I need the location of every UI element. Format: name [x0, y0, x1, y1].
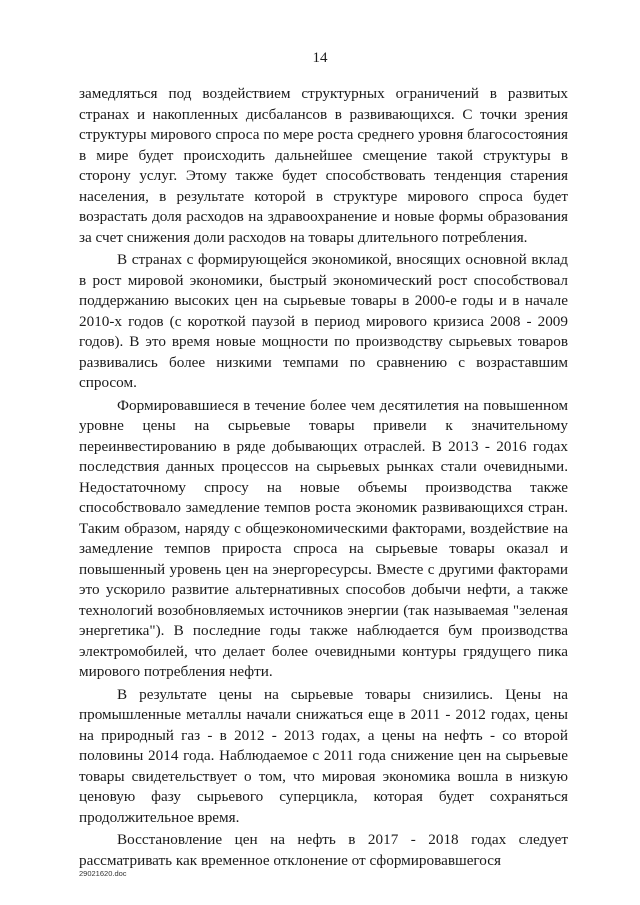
page-number: 14	[312, 50, 328, 66]
paragraph-3: Формировавшиеся в течение более чем десятилетия на повышенном уровне цены на сырьевые товары привели к значительному переинвестированию в ряде добывающих отраслей. В 2013 - 2016 годах последствия данных процессов на сырьевых рынках стали очевидными. Недостаточному спросу на новые объемы производства также способствовало замедление темпов роста экономик развивающихся стран. Таким образом, наряду с общеэкономическими факторами, воздействие на замедление темпов прироста спроса на сырьевые товары оказал и повышенный уровень цен на энергоресурсы. Вместе с другими факторами это ускорило развитие альтернативных способов добычи нефти, а также технологий возобновляемых источников энергии (так называемая "зеленая энергетика"). В последние годы также наблюдается бум производства электромобилей, что делает более очевидными контуры грядущего пика мирового потребления нефти.	[79, 396, 568, 680]
document-body	[79, 84, 568, 873]
paragraph-2: В странах с формирующейся экономикой, вносящих основной вклад в рост мировой экономики, быстрый экономический рост способствовал поддержанию высоких цен на сырьевые товары в 2000-е годы и в начале 2010-х годов (с короткой паузой в период мирового кризиса 2008 - 2009 годов). В это время новые мощности по производству сырьевых товаров развивались более низкими темпами по сравнению с возраставшим спросом.	[79, 251, 568, 391]
document-footer: 29021620.doc	[79, 869, 127, 878]
paragraph-5: Восстановление цен на нефть в 2017 - 2018 годах следует рассматривать как временное отклонение от сформировавшегося	[79, 831, 568, 869]
paragraph-4: В результате цены на сырьевые товары снизились. Цены на промышленные металлы начали снижаться еще в 2011 - 2012 годах, цены на природный газ - в 2012 - 2013 годах, а цены на нефть - со второй половины 2014 года. Наблюдаемое с 2011 года снижение цен на сырьевые товары свидетельствует о том, что мировая экономика вошла в низкую ценовую фазу сырьевого суперцикла, которая будет сохраняться продолжительное время.	[79, 685, 568, 826]
paragraph-1: замедляться под воздействием структурных ограничений в развитых странах и накопленных дисбалансов в развивающихся. С точки зрения структуры мирового спроса по мере роста среднего уровня благосостояния в мире будет происходить дальнейшее смещение такой структуры в сторону услуг. Этому также будет способствовать тенденция старения населения, в результате которой в структуре мирового спроса будет возрастать доля расходов на здравоохранение и новые формы образования за счет снижения доли расходов на товары длительного потребления.	[79, 85, 568, 246]
